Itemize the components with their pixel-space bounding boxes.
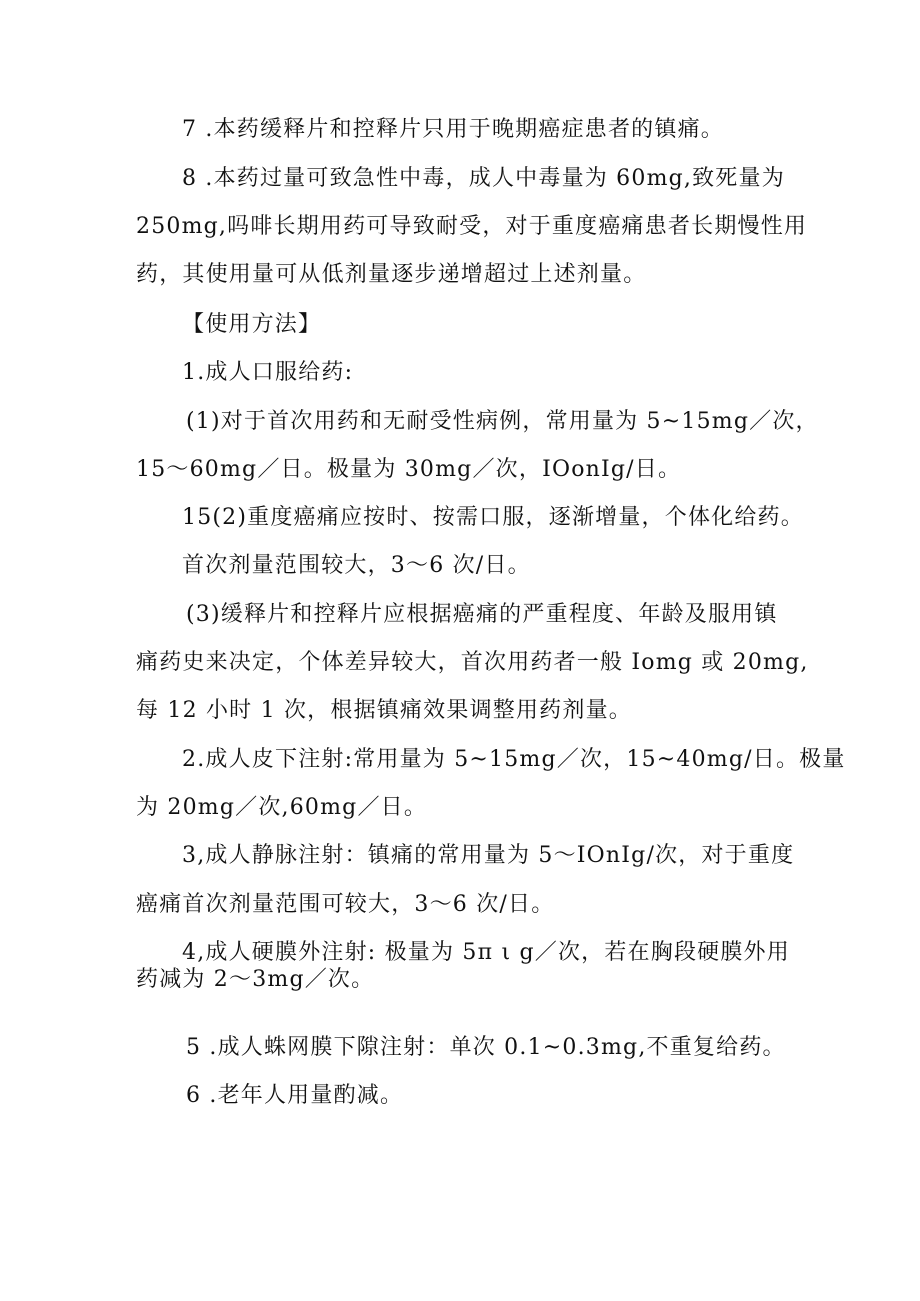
text-line: 1.成人口服给药:	[182, 360, 354, 385]
text-line: 15(2)重度癌痛应按时、按需口服，逐渐增量，个体化给药。	[182, 505, 804, 530]
text-line: 4,成人硬膜外注射: 极量为 5π ι g／次，若在胸段硬膜外用	[182, 940, 790, 965]
text-line: 7 .本药缓释片和控释片只用于晚期癌症患者的镇痛。	[182, 117, 724, 142]
text-line: 250mg,吗啡长期用药可导致耐受，对于重度癌痛患者长期慢性用	[136, 214, 808, 239]
text-line: 痛药史来决定，个体差异较大，首次用药者一般 Iomg 或 20mg,	[136, 650, 809, 675]
text-line: 为 20mg／次,60mg／日。	[136, 795, 428, 820]
text-line: 癌痛首次剂量范围可较大，3～6 次/日。	[136, 892, 555, 917]
text-line: 15～60mg／日。极量为 30mg／次，IOonIg/日。	[136, 457, 682, 482]
text-line: 每 12 小时 1 次，根据镇痛效果调整用药剂量。	[136, 698, 632, 723]
text-line: 8 .本药过量可致急性中毒，成人中毒量为 60mg,致死量为	[182, 166, 785, 191]
section-heading: 【使用方法】	[182, 312, 322, 337]
text-line: 5 .成人蛛网膜下隙注射：单次 0.1~0.3mg,不重复给药。	[186, 1035, 786, 1060]
text-line: 2.成人皮下注射:常用量为 5~15mg／次，15~40mg/日。极量	[182, 747, 846, 772]
text-line: (1)对于首次用药和无耐受性病例，常用量为 5~15mg／次，	[186, 409, 819, 434]
text-line: 药减为 2～3mg／次。	[136, 967, 375, 992]
text-line: 3,成人静脉注射：镇痛的常用量为 5～IOnIg/次，对于重度	[182, 843, 795, 868]
text-line: 药，其使用量可从低剂量逐步递增超过上述剂量。	[136, 262, 647, 287]
text-line: 首次剂量范围较大，3～6 次/日。	[182, 553, 531, 578]
text-line: (3)缓释片和控释片应根据癌痛的严重程度、年龄及服用镇	[186, 602, 778, 627]
text-line: 6 .老年人用量酌减。	[186, 1083, 404, 1108]
